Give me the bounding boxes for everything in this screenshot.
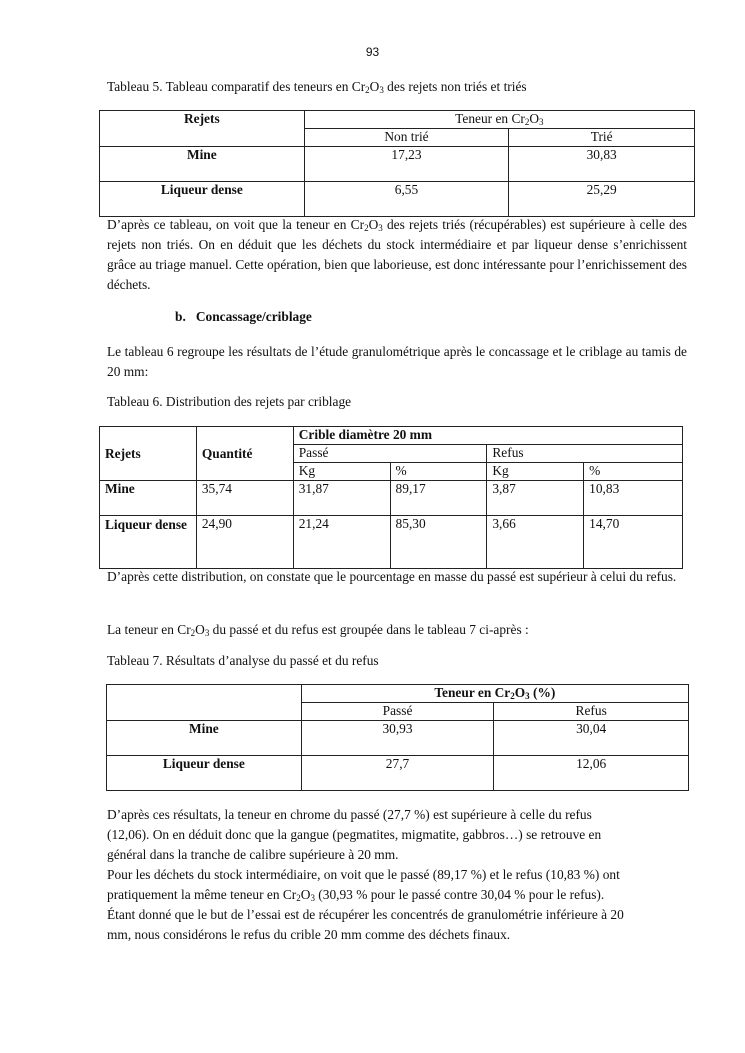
paragraph-line: D’après ces résultats, la teneur en chrome du passé (27,7 %) est supérieure à celle du refus [107,807,592,822]
paragraph-line: général dans la tranche de calibre supérieure à 20 mm. [107,847,399,862]
table5-row-label: Mine [100,147,305,182]
paragraph-3: D’après cette distribution, on constate que le pourcentage en masse du passé est supérieur à celui du refus. [107,569,677,584]
header-text: O [514,685,526,700]
subscript: 2 [364,223,369,233]
subscript: 2 [365,85,370,95]
paragraph-text: du passé et du refus est groupée dans le tableau 7 ci-après : [209,622,529,637]
table5-header-teneur [304,111,694,129]
table7-cell: 30,04 [494,721,689,756]
paragraph-line: (12,06). On en déduit donc que la gangue (pegmatites, migmatite, gabbros…) se retrouve en [107,827,602,842]
table6-header-passe: Passé [293,445,487,463]
caption-text: O [369,79,380,94]
table6-cell: 21,24 [293,516,390,569]
header-text: Teneur en Cr [455,111,525,126]
table6-cell: 10,83 [584,481,683,516]
table7-row-label: Mine [107,721,302,756]
table7-header-passe: Passé [301,703,494,721]
header-text: O [529,111,540,126]
subscript: 3 [378,223,383,233]
header-text: (%) [529,685,556,700]
paragraph-1 [107,215,687,295]
table-row [107,721,689,756]
table6-row-label: Liqueur dense [100,516,197,569]
table6-cell: 31,87 [293,481,390,516]
table7-cell: 27,7 [301,756,494,791]
subscript: 2 [510,691,515,701]
table6-unit-kg: Kg [293,463,390,481]
paragraph-text: D’après ce tableau, on voit que la teneur en Cr [107,217,365,232]
table6-caption: Tableau 6. Distribution des rejets par criblage [107,394,352,409]
table7-cell: 12,06 [494,756,689,791]
paragraph-5 [107,805,707,945]
table7-cell: 30,93 [301,721,494,756]
table-row [100,182,695,217]
table7 [106,684,689,791]
subscript: 2 [296,893,301,903]
table6-cell: 35,74 [196,481,293,516]
table7-empty-corner [107,685,302,721]
subscript: 3 [310,893,315,903]
table6-row-label: Mine [100,481,197,516]
table6-cell: 89,17 [390,481,487,516]
table6-cell: 14,70 [584,516,683,569]
subscript: 3 [204,628,210,638]
table6 [99,426,683,569]
table6-header-rejets: Rejets [100,427,197,481]
table5-header-rejets: Rejets [100,111,305,147]
table6-unit-percent: % [390,463,487,481]
header-text: Teneur en Cr [434,685,511,700]
paragraph-line [107,885,707,905]
paragraph-text: La teneur en Cr [107,622,191,637]
page-number: 93 [365,45,380,59]
table5 [99,110,695,217]
table6-cell: 3,87 [487,481,584,516]
table7-caption: Tableau 7. Résultats d’analyse du passé et du refus [107,653,379,668]
paragraph-4 [107,620,687,640]
table6-unit-percent: % [584,463,683,481]
table-row [100,147,695,182]
table-row [100,481,683,516]
table6-cell: 3,66 [487,516,584,569]
table6-cell: 85,30 [390,516,487,569]
paragraph-text: O [368,217,379,232]
subscript: 2 [524,117,530,127]
table5-row-label: Liqueur dense [100,182,305,217]
paragraph-text: O [300,887,311,902]
paragraph-2: Le tableau 6 regroupe les résultats de l’étude granulométrique après le concassage et le criblage au tamis de 20 mm: [107,344,687,379]
table5-cell: 6,55 [304,182,509,217]
table7-row-label: Liqueur dense [107,756,302,791]
table5-header-trie: Trié [509,129,695,147]
subscript: 3 [525,691,530,701]
table7-header-refus: Refus [494,703,689,721]
paragraph-text: des rejets triés (récupérables) est supérieure à celle des rejets non triés. On en déduit que les déchets du stock intermédiaire et par liqueur dense s’enrichissent grâce au triage manuel. Cette opération, bien que laborieuse, est donc intéressante pour l’enrichissement des déchets. [107,217,687,292]
paragraph-line: mm, nous considérons le refus du crible 20 mm comme des déchets finaux. [107,927,511,942]
subscript: 3 [539,117,544,127]
subscript: 2 [190,628,196,638]
table5-header-non-trie: Non trié [304,129,509,147]
table-row [107,756,689,791]
subscript: 3 [379,85,384,95]
paragraph-text: (30,93 % pour le passé contre 30,04 % pour le refus). [314,887,605,902]
paragraph-line: Étant donné que le but de l’essai est de récupérer les concentrés de granulométrie inférieure à 20 [107,907,624,922]
table6-cell: 24,90 [196,516,293,569]
caption-text: des rejets non triés et triés [383,79,527,94]
table5-caption [107,79,527,95]
table5-cell: 30,83 [509,147,695,182]
caption-text: Tableau 5. Tableau comparatif des teneurs en Cr [107,79,366,94]
section-heading: b. Concassage/criblage [175,309,312,324]
table6-header-quantite: Quantité [196,427,293,481]
paragraph-text: O [195,622,205,637]
table6-unit-kg: Kg [487,463,584,481]
table6-header-crible: Crible diamètre 20 mm [293,427,682,445]
table5-cell: 17,23 [304,147,509,182]
table7-header-teneur [301,685,688,703]
paragraph-line: Pour les déchets du stock intermédiaire, on voit que le passé (89,17 %) et le refus (10,83 %) ont [107,867,620,882]
table-row [100,516,683,569]
table6-header-refus: Refus [487,445,683,463]
table5-cell: 25,29 [509,182,695,217]
paragraph-text: pratiquement la même teneur en Cr [107,887,297,902]
